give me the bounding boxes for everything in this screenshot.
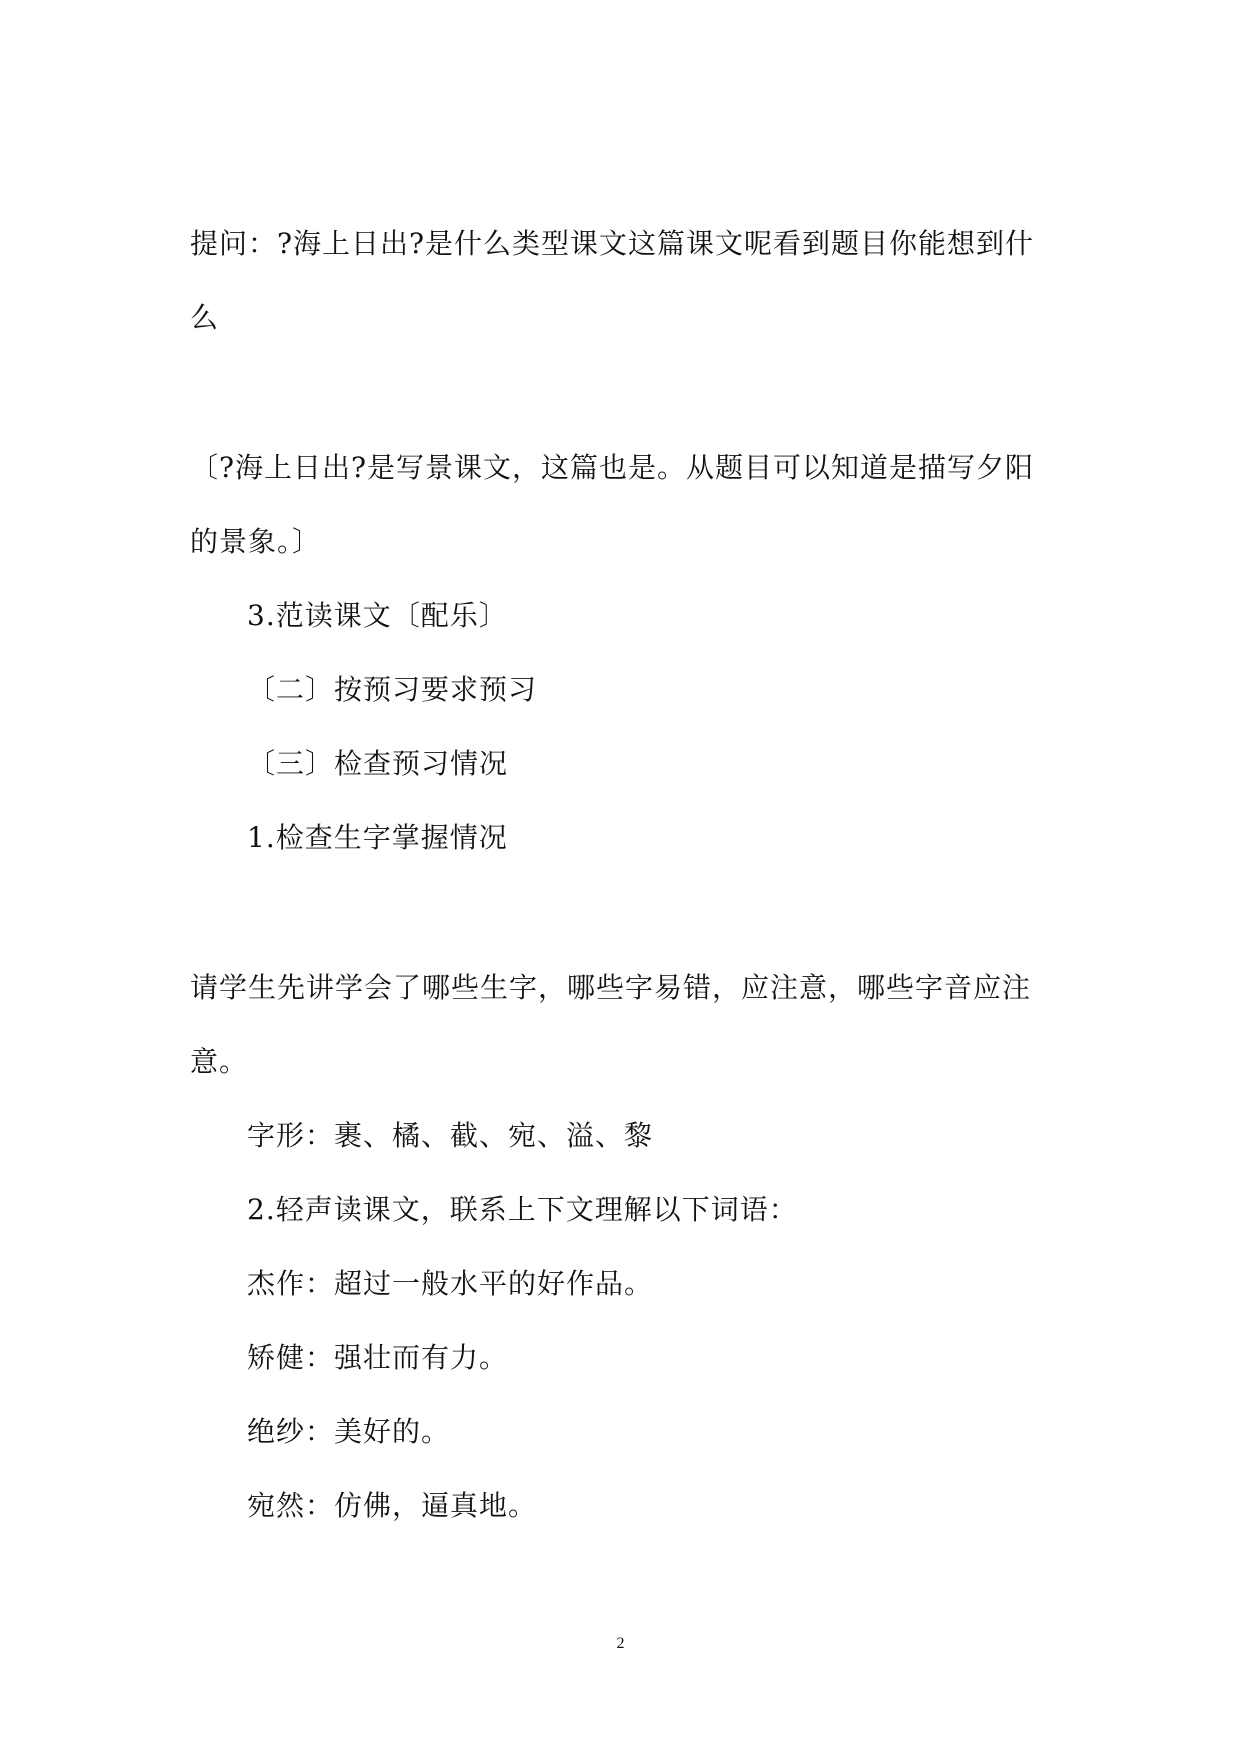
answer-line-2: 的景象。〕 bbox=[190, 525, 322, 558]
question-line-2: 么 bbox=[190, 301, 220, 334]
section-preview: 〔二〕按预习要求预习 bbox=[247, 673, 538, 706]
step-read-aloud: 3.范读课文〔配乐〕 bbox=[247, 599, 508, 632]
instruction-line-1: 请学生先讲学会了哪些生字，哪些字易错，应注意，哪些字音应注 bbox=[190, 971, 1032, 1004]
vocab-item: 绝纱：美好的。 bbox=[247, 1415, 451, 1448]
section-check: 〔三〕检查预习情况 bbox=[247, 747, 509, 780]
step-vocabulary: 2.轻声读课文，联系上下文理解以下词语： bbox=[247, 1193, 798, 1226]
instruction-line-2: 意。 bbox=[190, 1045, 249, 1078]
vocab-item: 矫健：强壮而有力。 bbox=[247, 1341, 509, 1374]
step-check-characters: 1.检查生字掌握情况 bbox=[247, 821, 508, 854]
answer-line-1: 〔?海上日出?是写景课文，这篇也是。从题目可以知道是描写夕阳 bbox=[190, 451, 1035, 484]
vocab-item: 宛然：仿佛，逼真地。 bbox=[247, 1489, 538, 1522]
page-number: 2 bbox=[616, 1635, 625, 1652]
character-forms: 字形：裹、橘、截、宛、溢、黎 bbox=[247, 1119, 654, 1152]
question-line-1: 提问：?海上日出?是什么类型课文这篇课文呢看到题目你能想到什 bbox=[190, 227, 1035, 260]
vocab-item: 杰作：超过一般水平的好作品。 bbox=[247, 1267, 654, 1300]
